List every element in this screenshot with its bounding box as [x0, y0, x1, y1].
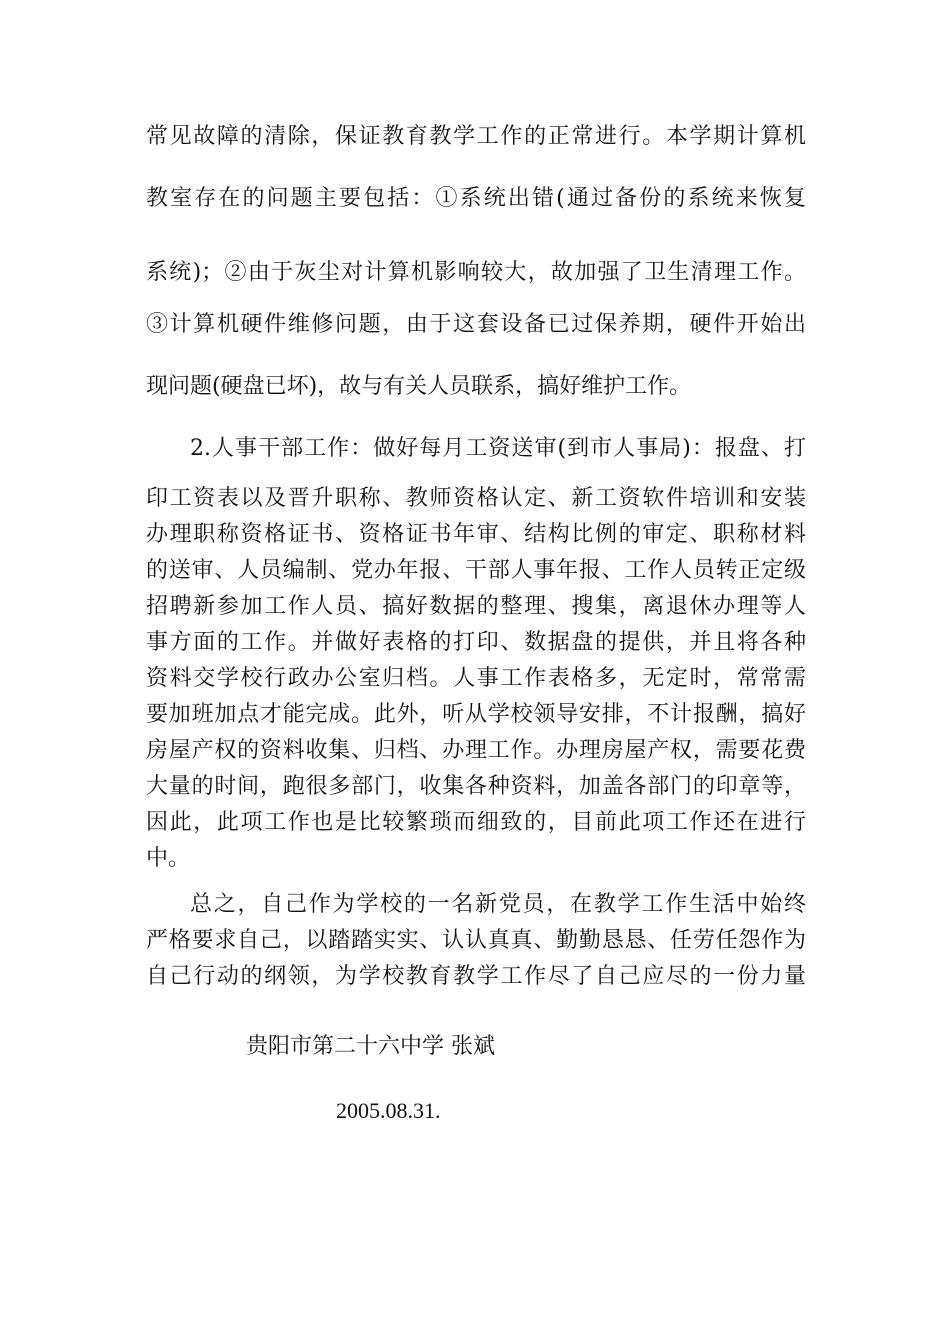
text-line: 因此，此项工作也是比较繁琐而细致的，目前此项工作还在进行 — [146, 810, 806, 835]
text-line: 事方面的工作。并做好表格的打印、数据盘的提供，并且将各种 — [146, 630, 806, 655]
text-line: 要加班加点才能完成。此外，听从学校领导安排，不计报酬，搞好 — [146, 702, 806, 727]
text-line: 办理职称资格证书、资格证书年审、结构比例的审定、职称材料 — [146, 522, 806, 547]
text-line: 自己行动的纲领，为学校教育教学工作尽了自己应尽的一份力量 — [146, 964, 806, 989]
text-line: 招聘新参加工作人员、搞好数据的整理、搜集，离退休办理等人 — [146, 594, 806, 619]
text-line: 的送审、人员编制、党办年报、干部人事年报、工作人员转正定级 — [146, 558, 806, 583]
text-line: 系统)；②由于灰尘对计算机影响较大，故加强了卫生清理工作。 — [146, 260, 806, 285]
text-line: 大量的时间，跑很多部门，收集各种资料，加盖各部门的印章等， — [146, 774, 806, 799]
text-line: 房屋产权的资料收集、归档、办理工作。办理房屋产权，需要花费 — [146, 738, 806, 763]
text-line: 资料交学校行政办公室归档。人事工作表格多，无定时，常常需 — [146, 666, 806, 691]
text-line: 常见故障的清除，保证教育教学工作的正常进行。本学期计算机 — [146, 124, 806, 149]
signature-date: 2005.08.31. — [336, 1098, 441, 1123]
paragraph-first-line: 2.人事干部工作：做好每月工资送审(到市人事局)：报盘、打 — [190, 436, 806, 461]
text-line: 教室存在的问题主要包括：①系统出错(通过备份的系统来恢复 — [146, 186, 806, 211]
text-line: 现问题(硬盘已坏)，故与有关人员联系，搞好维护工作。 — [146, 374, 692, 399]
text-line: 印工资表以及晋升职称、教师资格认定、新工资软件培训和安装 — [146, 486, 806, 511]
paragraph-first-line: 总之，自己作为学校的一名新党员，在教学工作生活中始终 — [190, 892, 806, 917]
text-line: 中。 — [146, 846, 191, 871]
signature: 贵阳市第二十六中学 张斌 — [246, 1034, 495, 1059]
text-line: ③计算机硬件维修问题，由于这套设备已过保养期，硬件开始出 — [146, 312, 806, 337]
text-line: 严格要求自己，以踏踏实实、认认真真、勤勤恳恳、任劳任怨作为 — [146, 928, 806, 953]
